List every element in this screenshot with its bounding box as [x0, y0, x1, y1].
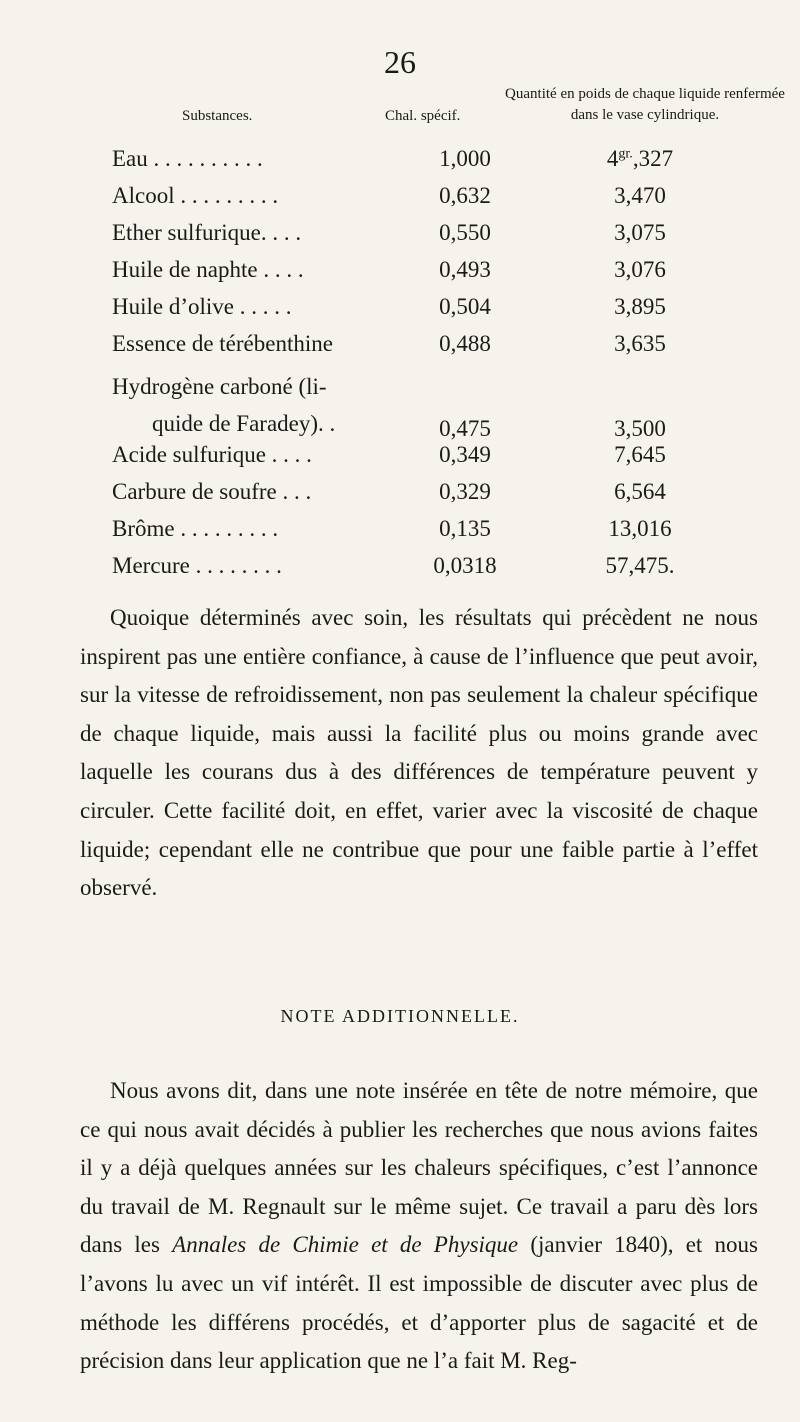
body-paragraph: Quoique déterminés avec soin, les résultats qui précèdent ne nous inspirent pas une entière confiance, à cause de l’influence que peut avoir, sur la vitesse de refroidissement, non pas seulement la chaleur spécifique de chaque liquide, mais aussi la facilité plus ou moins grande avec laquelle les courans dus à des différences de température peuvent y circuler. Cette facilité doit, en effet, varier avec la viscosité de chaque liquide; cependant elle ne contribue que pour une faible partie à l’effet observé.	[80, 605, 758, 901]
header-specific-heat: Chal. spécif.	[385, 108, 461, 124]
quantity-value: 3,895	[614, 294, 666, 319]
quantity-value	[535, 146, 745, 183]
quantity-value: 7,645	[614, 442, 666, 467]
specific-heat-value: 0,0318	[433, 553, 497, 578]
quantity-value: 57,475.	[605, 553, 675, 578]
journal-title: Annales de Chimie et de Physique	[172, 1232, 519, 1258]
table-row	[112, 553, 745, 590]
note-text-before: Nous avons dit, dans une note insérée en tête de notre mémoire, que ce qui nous avait décidés à publier les recherches que nous avions faites il y a déjà quelques années sur les chaleurs spécifiques, c’est l’annonce du travail de M. Regnault sur le même sujet. Ce travail a paru dès lors dans les	[80, 1078, 758, 1258]
table-row	[112, 183, 745, 220]
substance-name: Ether sulfurique. . . .	[112, 220, 302, 245]
substance-name: Brôme . . . . . . . . .	[112, 516, 279, 541]
quantity-unit: gr.	[618, 146, 633, 162]
page-number: 26	[384, 44, 416, 80]
substance-name: Huile d’olive . . . . .	[112, 294, 292, 319]
substance-name: Essence de térébenthine	[112, 331, 333, 356]
table-header	[0, 84, 800, 144]
table-row	[112, 220, 745, 257]
specific-heat-value: 0,504	[439, 294, 491, 319]
quantity-integer: 4	[606, 146, 619, 171]
specific-heat-value: 0,135	[439, 516, 491, 541]
substance-name: Huile de naphte . . . .	[112, 257, 304, 282]
note-text-after: (janvier 1840), et nous l’avons lu avec un vif intérêt. Il est impossible de discuter avec plus de méthode les différens procédés, et d’apporter plus de sagacité et de précision dans leur application que ne l’a fait M. Reg-	[80, 1232, 758, 1374]
quantity-value: 3,076	[614, 257, 666, 282]
specific-heat-value: 0,349	[439, 442, 491, 467]
specific-heat-value: 0,493	[439, 257, 491, 282]
quantity-value: 13,016	[608, 516, 672, 541]
substance-name-line2: quide de Faradey). .	[152, 411, 336, 436]
substance-name: Acide sulfurique . . . .	[112, 442, 312, 467]
table-row	[112, 516, 745, 553]
table-row	[112, 146, 745, 183]
specific-heat-value: 0,632	[439, 183, 491, 208]
specific-heat-value: 0,488	[439, 331, 491, 356]
substance-name	[112, 368, 395, 442]
quantity-value: 3,075	[614, 220, 666, 245]
table-row	[112, 479, 745, 516]
header-quantity: Quantité en poids de chaque liquide renfermée dans le vase cylindrique.	[505, 86, 785, 123]
quantity-value: 3,635	[614, 331, 666, 356]
specific-heat-value: 0,550	[439, 220, 491, 245]
specific-heat-table	[112, 146, 745, 590]
table-row	[112, 368, 745, 442]
table-row	[112, 257, 745, 294]
substance-name: Mercure . . . . . . . .	[112, 553, 282, 578]
substance-name: Alcool . . . . . . . . .	[112, 183, 279, 208]
quantity-value: 6,564	[614, 479, 666, 504]
table-row	[112, 331, 745, 368]
header-substances: Substances.	[182, 108, 253, 124]
quantity-decimal: ,327	[632, 146, 674, 171]
substance-name-line1: Hydrogène carboné (li-	[112, 374, 327, 399]
note-paragraph	[80, 1072, 758, 1381]
specific-heat-value: 0,329	[439, 479, 491, 504]
substance-name: Eau . . . . . . . . . .	[112, 146, 263, 171]
specific-heat-value: 1,000	[439, 146, 491, 171]
specific-heat-value: 0,475	[439, 416, 491, 441]
table-row	[112, 294, 745, 331]
quantity-value: 3,500	[614, 416, 666, 441]
substance-name: Carbure de soufre . . .	[112, 479, 312, 504]
section-title: NOTE ADDITIONNELLE.	[280, 1006, 520, 1026]
table-row	[112, 442, 745, 479]
quantity-value: 3,470	[614, 183, 666, 208]
